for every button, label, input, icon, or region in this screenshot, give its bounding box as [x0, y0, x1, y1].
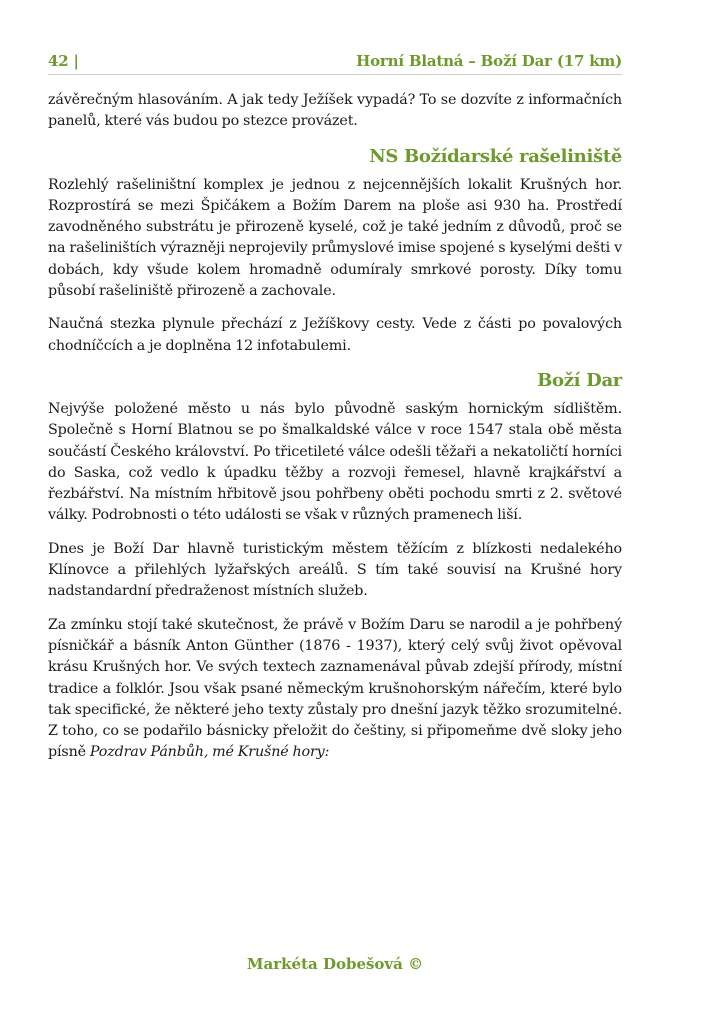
footer-author: Markéta Dobešová ©	[246, 955, 424, 973]
section-heading-ns: NS Božídarské rašeliniště	[369, 145, 622, 167]
page-number: 42 |	[48, 52, 79, 70]
page-content	[48, 90, 622, 776]
intro-paragraph: závěrečným hlasováním. A jak tedy Ježíšek vypadá? To se dozvíte z informačních panelů, které vás budou po stezce provázet.	[48, 92, 622, 130]
running-header	[48, 52, 622, 75]
bd-paragraph-2: Dnes je Boží Dar hlavně turistickým městem těžícím z blízkosti nedalekého Klínovce a přilehlých lyžařských areálů. S tím také souvisí na Krušné hory nadstandardní předraženost místních služeb.	[48, 540, 622, 600]
bd-paragraph-1: Nejvýše položené město u nás bylo původně saským hornickým sídlištěm. Společně s Horní Blatnou se po šmalkaldské válce v roce 1547 stala obě města součástí Českého království. Po třicetileté válce odešli těžaři a nekatoličtí horníci do Saska, což vedlo k úpadku těžby a rozvoji řemesel, hlavně krajkářství a řezbářství. Na místním hřbitově jsou pohřbeny oběti pochodu smrti z 2. světové války. Podrobnosti o této události se však v různých pramenech liší.	[48, 400, 622, 524]
document-page	[48, 0, 622, 1024]
section-heading-bozi-dar: Boží Dar	[537, 369, 622, 391]
running-title: Horní Blatná – Boží Dar (17 km)	[356, 52, 622, 70]
ns-paragraph-2: Naučná stezka plynule přechází z Ježíškovy cesty. Vede z části po povalových chodníčcích a je doplněna 12 infotabulemi.	[48, 316, 622, 354]
bd-paragraph-3	[48, 615, 622, 764]
ns-paragraph-1: Rozlehlý rašeliništní komplex je jednou z nejcennějších lokalit Krušných hor. Rozprostírá se mezi Špičákem a Božím Darem na ploše asi 930 ha. Prostředí zavodněného substrátu je přirozeně kyselé, což je také jedním z důvodů, proč se na rašeliništích výrazněji neprojevily průmyslové imise spojené s kyselými dešti v dobách, kdy všude kolem hromadně odumíraly smrkové porosty. Díky tomu působí rašeliniště přirozeně a zachovale.	[48, 176, 622, 300]
song-title: Pozdrav Pánbůh, mé Krušné hory:	[89, 744, 330, 761]
bd-paragraph-3-text: Za zmínku stojí také skutečnost, že právě v Božím Daru se narodil a je pohřbený písničkář a básník Anton Günther (1876 - 1937), který celý svůj život opěvoval krásu Krušných hor. Ve svých textech zaznamenával půvab zdejší přírody, místní tradice a folklór. Jsou však psané německým krušnohorským nářečím, které bylo tak specifické, že některé jeho texty zůstaly pro dnešní jazyk těžko srozumitelné. Z toho, co se podařilo básnicky přeložit do češtiny, si připomeňme dvě sloky jeho písně	[48, 616, 622, 761]
